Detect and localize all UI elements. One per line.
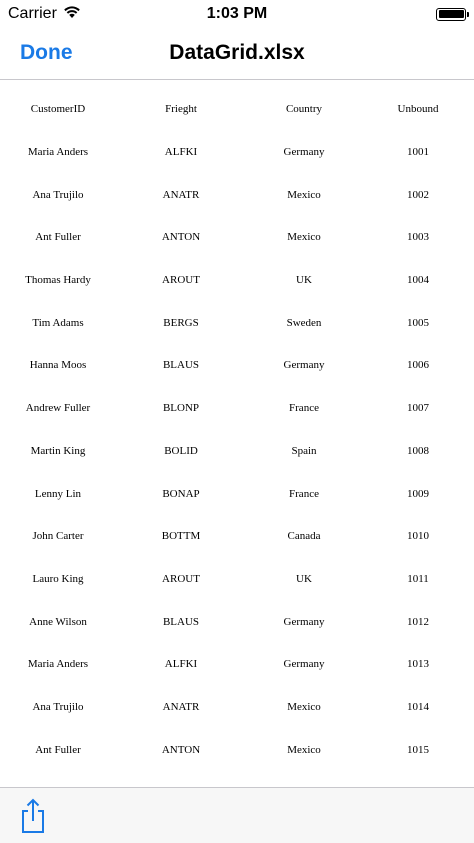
table-cell[interactable]: Hanna Moos: [29, 359, 87, 372]
table-cell[interactable]: ANTON: [161, 743, 201, 756]
table-cell[interactable]: Martin King: [30, 444, 86, 457]
table-row[interactable]: [0, 472, 474, 515]
table-cell[interactable]: Ana Trujilo: [32, 188, 84, 201]
table-cell[interactable]: 1003: [407, 231, 429, 244]
table-cell[interactable]: Mexico: [287, 188, 321, 201]
table-cell[interactable]: BLAUS: [162, 615, 200, 628]
table-cell[interactable]: 1008: [407, 444, 429, 457]
table-row[interactable]: [0, 686, 474, 729]
table-cell[interactable]: France: [289, 487, 319, 500]
table-cell[interactable]: Ant Fuller: [35, 743, 81, 756]
table-cell[interactable]: Anne Wilson: [29, 615, 87, 628]
table-cell[interactable]: ANTON: [161, 231, 201, 244]
table-row[interactable]: [0, 344, 474, 387]
table-cell[interactable]: 1015: [407, 743, 429, 756]
status-time: 1:03 PM: [206, 5, 268, 22]
table-cell[interactable]: BERGS: [163, 316, 199, 329]
table-cell[interactable]: UK: [296, 274, 312, 287]
table-cell[interactable]: Lenny Lin: [34, 487, 82, 500]
table-cell[interactable]: ALFKI: [164, 658, 198, 671]
table-cell[interactable]: Mexico: [287, 700, 321, 713]
table-row[interactable]: [0, 558, 474, 601]
carrier-label: Carrier: [8, 5, 57, 22]
bottom-toolbar: [0, 787, 474, 843]
table-row[interactable]: [0, 131, 474, 174]
column-header[interactable]: Country: [285, 103, 323, 116]
table-cell[interactable]: 1002: [407, 188, 429, 201]
table-cell[interactable]: Ana Trujilo: [32, 700, 84, 713]
table-row[interactable]: [0, 430, 474, 473]
table-cell[interactable]: BLONP: [162, 402, 200, 415]
table-cell[interactable]: John Carter: [32, 530, 84, 543]
share-button[interactable]: [18, 798, 48, 834]
share-icon: [18, 821, 48, 838]
table-cell[interactable]: UK: [296, 572, 312, 585]
table-cell[interactable]: 1005: [407, 316, 429, 329]
table-cell[interactable]: 1007: [407, 402, 429, 415]
wifi-icon: [63, 5, 81, 24]
table-cell[interactable]: France: [289, 402, 319, 415]
table-cell[interactable]: 1012: [407, 615, 429, 628]
battery-icon: [436, 8, 466, 21]
table-cell[interactable]: 1013: [407, 658, 429, 671]
table-cell[interactable]: 1004: [407, 274, 429, 287]
done-button[interactable]: Done: [20, 41, 73, 64]
grid-header-row: [0, 88, 474, 131]
table-cell[interactable]: Ant Fuller: [35, 231, 81, 244]
table-row[interactable]: [0, 387, 474, 430]
navigation-bar: [0, 28, 474, 80]
table-cell[interactable]: BLAUS: [162, 359, 200, 372]
table-row[interactable]: [0, 600, 474, 643]
table-row[interactable]: [0, 301, 474, 344]
table-cell[interactable]: Germany: [283, 658, 325, 671]
table-cell[interactable]: Germany: [283, 359, 325, 372]
grid-body: [0, 131, 474, 771]
table-cell[interactable]: Germany: [283, 615, 325, 628]
table-cell[interactable]: BONAP: [162, 487, 200, 500]
table-cell[interactable]: BOTTM: [161, 530, 201, 543]
table-row[interactable]: [0, 728, 474, 771]
table-cell[interactable]: ALFKI: [164, 146, 198, 159]
data-grid[interactable]: [0, 88, 474, 771]
table-cell[interactable]: 1009: [407, 487, 429, 500]
table-cell[interactable]: Maria Anders: [27, 658, 89, 671]
table-cell[interactable]: Andrew Fuller: [25, 402, 91, 415]
table-cell[interactable]: AROUT: [162, 274, 200, 287]
table-cell[interactable]: 1011: [407, 572, 429, 585]
table-cell[interactable]: Thomas Hardy: [25, 274, 91, 287]
table-row[interactable]: [0, 515, 474, 558]
table-cell[interactable]: ANATR: [162, 700, 200, 713]
table-cell[interactable]: Maria Anders: [27, 146, 89, 159]
status-left: [8, 5, 81, 24]
table-cell[interactable]: Mexico: [287, 231, 321, 244]
page-title: DataGrid.xlsx: [169, 41, 305, 64]
table-row[interactable]: [0, 216, 474, 259]
table-cell[interactable]: Lauro King: [32, 572, 84, 585]
table-row[interactable]: [0, 259, 474, 302]
table-cell[interactable]: 1010: [407, 530, 429, 543]
table-cell[interactable]: ANATR: [162, 188, 200, 201]
table-cell[interactable]: Spain: [291, 444, 317, 457]
table-cell[interactable]: BOLID: [164, 444, 198, 457]
table-cell[interactable]: AROUT: [162, 572, 200, 585]
column-header[interactable]: Unbound: [397, 103, 439, 116]
table-cell[interactable]: 1001: [407, 146, 429, 159]
table-cell[interactable]: Sweden: [286, 316, 322, 329]
table-cell[interactable]: Tim Adams: [32, 316, 84, 329]
table-cell[interactable]: Mexico: [287, 743, 321, 756]
table-cell[interactable]: 1014: [407, 700, 429, 713]
table-cell[interactable]: Canada: [287, 530, 321, 543]
status-bar: [0, 0, 474, 28]
table-row[interactable]: [0, 643, 474, 686]
table-cell[interactable]: 1006: [407, 359, 429, 372]
table-row[interactable]: [0, 173, 474, 216]
column-header[interactable]: CustomerID: [30, 103, 86, 116]
column-header[interactable]: Frieght: [165, 103, 197, 116]
table-cell[interactable]: Germany: [283, 146, 325, 159]
